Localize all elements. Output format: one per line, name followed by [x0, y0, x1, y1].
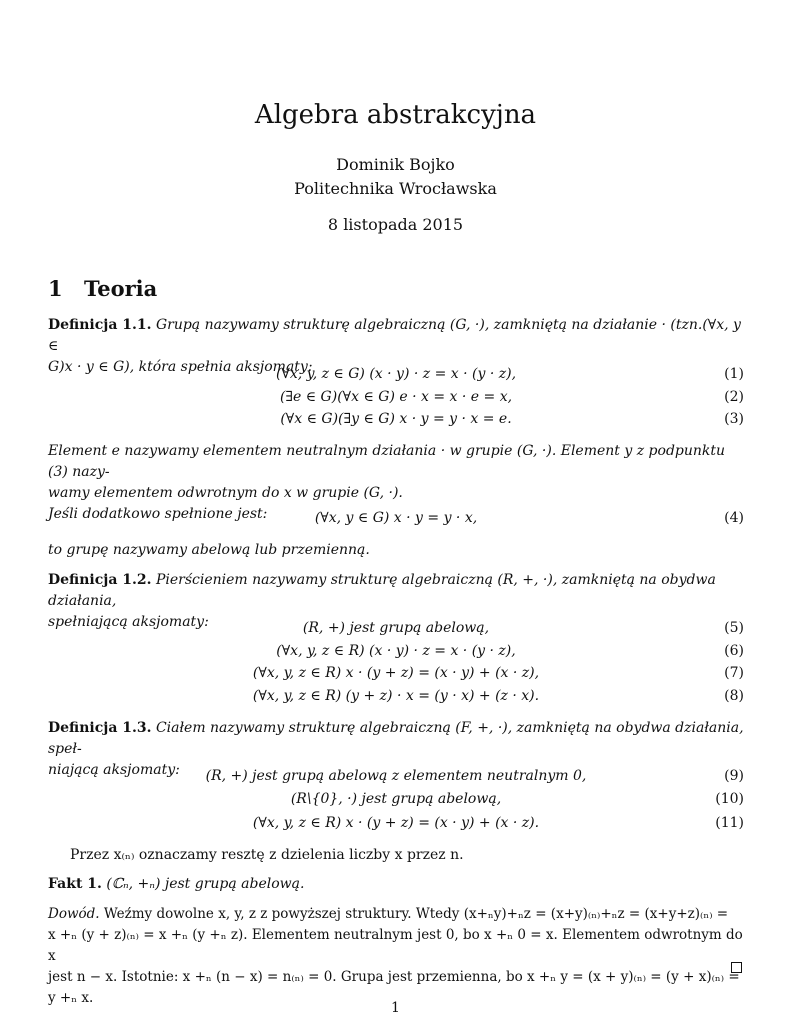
equation-1 — [48, 366, 744, 386]
fact-text: (ℂₙ, +ₙ) jest grupą abelową. — [106, 876, 305, 892]
equation-2 — [48, 389, 744, 409]
equation-formula: (∀x, y, z ∈ R) x · (y + z) = (x · y) + (x · z), — [252, 665, 540, 681]
proof-label: Dowód. — [48, 906, 100, 922]
equation-formula: (R\{0}, ·) jest grupą abelową, — [290, 791, 502, 807]
equation-4 — [48, 510, 744, 530]
equation-number: (5) — [724, 620, 744, 636]
paper-date: 8 listopada 2015 — [327, 215, 464, 234]
text-line: Jeśli dodatkowo spełnione jest: — [48, 506, 268, 522]
definition-text-line: Pierścieniem nazywamy strukturę algebraiczną (R, +, ·), zamkniętą na obydwa działania, — [48, 572, 716, 609]
equation-number: (9) — [724, 768, 744, 784]
equation-8 — [48, 688, 744, 708]
equation-number: (8) — [724, 688, 744, 704]
definition-text-line: niającą aksjomaty: — [48, 762, 180, 778]
definition-label: Definicja 1.2. — [48, 572, 152, 588]
equation-formula: (∀x ∈ G)(∃y ∈ G) x · y = y · x = e. — [280, 411, 512, 427]
proof-line: y +ₙ x. — [48, 990, 94, 1006]
proof-line: x +ₙ (y + z)₍ₙ₎ = x +ₙ (y +ₙ z). Elementem neutralnym jest 0, bo x +ₙ 0 = x. Elementem odwrotnym do x — [48, 927, 743, 964]
proof-line: jest n − x. Istotnie: x +ₙ (n − x) = n₍ₙ₎ = 0. Grupa jest przemienna, bo x +ₙ y = (x + y)₍ₙ₎ = (y + x)₍ₙ₎ = — [48, 969, 740, 985]
equation-formula: (R, +) jest grupą abelową z elementem neutralnym 0, — [205, 768, 587, 784]
fact-1 — [48, 874, 744, 895]
definition-text-line: G)x · y ∈ G), która spełnia aksjomaty: — [48, 359, 313, 375]
equation-formula: (∀x, y ∈ G) x · y = y · x, — [314, 510, 478, 526]
definition-text-line: Ciałem nazywamy strukturę algebraiczną (F, +, ·), zamkniętą na obydwa działania, speł- — [48, 720, 744, 757]
section-title: Teoria — [84, 276, 158, 301]
definition-text-line: spełniającą aksjomaty: — [48, 614, 209, 630]
equation-6 — [48, 643, 744, 663]
equation-number: (3) — [724, 411, 744, 427]
author-affiliation: Politechnika Wrocławska — [294, 179, 497, 198]
equation-number: (4) — [724, 510, 744, 526]
author-name: Dominik Bojko — [336, 155, 455, 174]
page-number: 1 — [391, 1000, 400, 1016]
section-heading — [48, 276, 157, 301]
equation-number: (11) — [715, 815, 744, 831]
definition-label: Definicja 1.1. — [48, 317, 152, 333]
qed-square-icon — [731, 962, 742, 973]
equation-3 — [48, 411, 744, 431]
equation-number: (2) — [724, 389, 744, 405]
equation-5 — [48, 620, 744, 640]
text-line: wamy elementem odwrotnym do x w grupie (G, ·). — [48, 485, 403, 501]
equation-formula: (∀x, y, z ∈ R) (y + z) · x = (y · x) + (z · x). — [252, 688, 540, 704]
proof — [48, 904, 744, 1009]
equation-10 — [48, 791, 744, 811]
equation-number: (1) — [724, 366, 744, 382]
text-line: Element e nazywamy elementem neutralnym działania · w grupie (G, ·). Element y z podpunktu (3) nazy- — [48, 443, 726, 480]
section-number: 1 — [48, 276, 63, 301]
text-line: to grupę nazywamy abelową lub przemienną. — [48, 542, 370, 558]
paper-title: Algebra abstrakcyjna — [254, 100, 537, 130]
equation-9 — [48, 768, 744, 788]
equation-number: (10) — [715, 791, 744, 807]
proof-line: Weźmy dowolne x, y, z z powyższej struktury. Wtedy (x+ₙy)+ₙz = (x+y)₍ₙ₎+ₙz = (x+y+z)₍ₙ₎ = — [103, 906, 729, 922]
equation-7 — [48, 665, 744, 685]
remark-line: Przez x₍ₙ₎ oznaczamy resztę z dzielenia liczby x przez n. — [70, 847, 464, 863]
equation-formula: (∀x, y, z ∈ G) (x · y) · z = x · (y · z), — [275, 366, 517, 382]
definition-label: Definicja 1.3. — [48, 720, 152, 736]
equation-formula: (∃e ∈ G)(∀x ∈ G) e · x = x · e = x, — [279, 389, 513, 405]
equation-formula: (∀x, y, z ∈ R) (x · y) · z = x · (y · z), — [276, 643, 516, 659]
equation-formula: (∀x, y, z ∈ R) x · (y + z) = (x · y) + (x · z). — [252, 815, 540, 831]
equation-11 — [48, 815, 744, 835]
equation-number: (7) — [724, 665, 744, 681]
equation-number: (6) — [724, 643, 744, 659]
fact-label: Fakt 1. — [48, 876, 102, 892]
equation-formula: (R, +) jest grupą abelową, — [302, 620, 490, 636]
definition-text-line: Grupą nazywamy strukturę algebraiczną (G, ·), zamkniętą na działanie · (tzn.(∀x, y ∈ — [48, 317, 741, 354]
